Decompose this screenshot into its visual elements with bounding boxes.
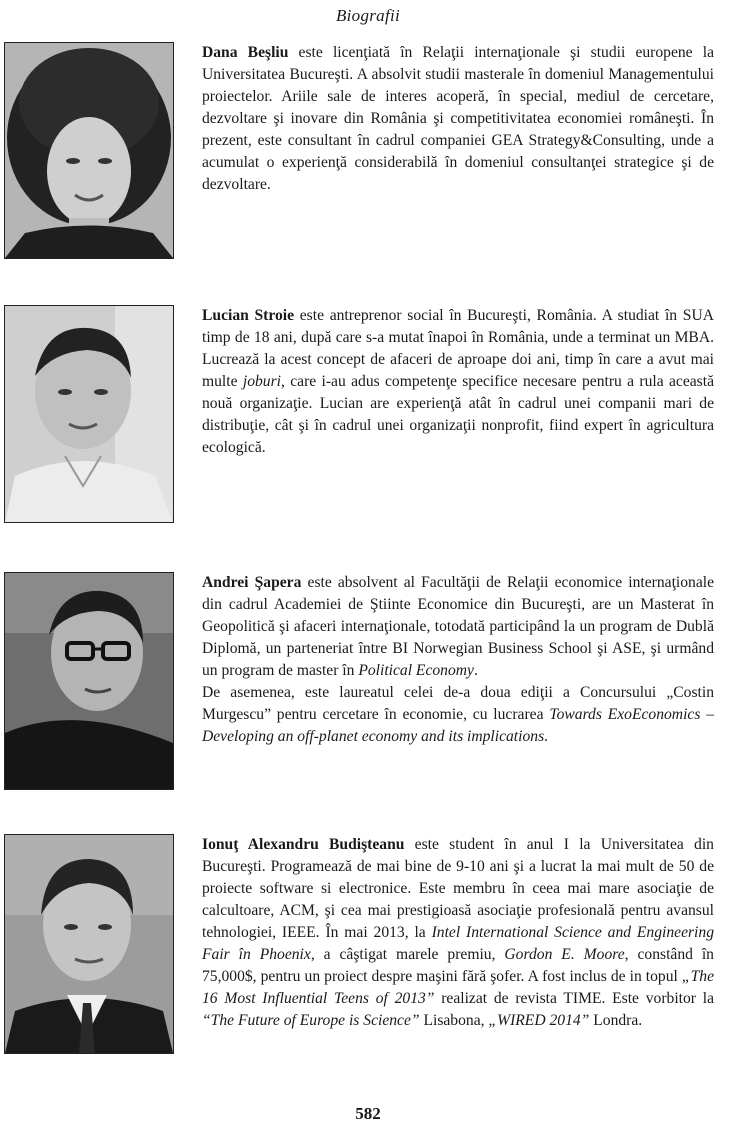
bio-text-part: . [473,662,478,679]
bio-text-part: , constând în 75,000$, pentru un proiect despre maşini fără şofer. A fost inclus de in topul [202,946,714,985]
bio-text [202,834,714,1032]
bio-text-part: este student în anul I la Universitatea din Bucureşti. Programează de mai bine de 9-10 ani şi a lucrat la mai mult de 50 de proiecte software si electronice. Este membru în ceea mai mare asociaţie de calcultoare, ACM, şi cea mai prestigioasă asociaţie profesională pentru avansul tehnologiei, IEEE. În mai 2013, la [202,836,714,941]
bio-text-part: realizat de revista TIME. Este vorbitor la [434,990,714,1007]
bio-text-part: De asemenea, este laureatul celei de-a doua ediţii a Concursului „Costin Murgescu” pentru cercetare în economie, cu lucrarea [202,684,714,723]
bio-text [202,305,714,459]
bio-text [202,572,714,748]
bio-entry-ionut-budisteanu [4,834,732,1064]
bio-italic-term: Political Economy [358,662,474,679]
bio-entry-andrei-sapera [4,572,732,794]
running-header: Biografii [335,6,401,25]
bio-text-part: , a câştigat marele premiu, [310,946,505,963]
bio-text-part: este licenţiată în Relaţii internaţionale şi studii europene la Universitatea Bucureşti. A absolvit studii masterale în domeniul Managementului proiectelor. Ariile sale de interes acoperă, în special, mediul de cercetare, dezvoltare şi inovare din România şi competitivitatea economiei româneşti. În prezent, este consultant în cadrul companiei GEA Strategy&Consulting, unde a acumulat o experienţă considerabilă în domeniul consultanţei strategice şi de dezvoltare. [202,44,714,193]
person-name: Ionuţ Alexandru Budişteanu [202,836,405,853]
portrait-photo-ionut-budisteanu [4,834,174,1054]
bio-text-part: este absolvent al Facultăţii de Relaţii economice internaţionale din cadrul Academiei de Ştiinte Economice din Bucureşti, are un Masterat în Geopolitică şi afaceri internaţionale, totodată participând la un program de Dublă Diplomă, un parteneriat între BI Norwegian Business School şi ASE, şi urmând un program de master în [202,574,715,679]
portrait-photo-lucian-stroie [4,305,174,523]
page-number: 582 [355,1104,381,1123]
bio-italic-title: Towards ExoEconomics – Developing an off-planet economy and its implications [202,706,714,745]
bio-italic-term: „WIRED 2014” [488,1012,590,1029]
bio-entry-lucian-stroie [4,305,732,527]
bio-entry-dana-besliu [4,42,732,262]
bio-text-part: , care i-au adus competenţe specifice necesare pentru a rula această nouă organizaţie. Lucian are experienţă atât în cadrul unei companii mari de distribuţie, cât şi în cadrul unei organizaţii nonprofit, fiind expert în agricultura ecologică. [202,373,714,456]
bio-text-part: este antreprenor social în Bucureşti, România. A studiat în SUA timp de 18 ani, după care s-a mutat înapoi în România, unde a terminat un MBA. Lucrează la acest concept de afaceri de aproape doi ani, timp în care a avut mai multe [202,307,714,390]
portrait-photo-dana-besliu [4,42,174,259]
person-name: Andrei Şapera [202,574,302,591]
person-name: Dana Beşliu [202,44,289,61]
bio-italic-term: „The 16 Most Influential Teens of 2013” [202,968,714,1007]
person-name: Lucian Stroie [202,307,295,324]
bio-text-part: . [544,728,549,745]
bio-text-part: Lisabona, [419,1012,489,1029]
bio-text [202,42,714,196]
bio-italic-term: Intel International Science and Engineering Fair în Phoenix [202,924,714,963]
portrait-photo-andrei-sapera [4,572,174,790]
bio-text-part: Londra. [589,1012,643,1029]
bio-italic-term: Gordon E. Moore [504,946,625,963]
bio-italic-term: “The Future of Europe is Science” [202,1012,420,1029]
bio-italic-term: joburi [242,373,281,390]
